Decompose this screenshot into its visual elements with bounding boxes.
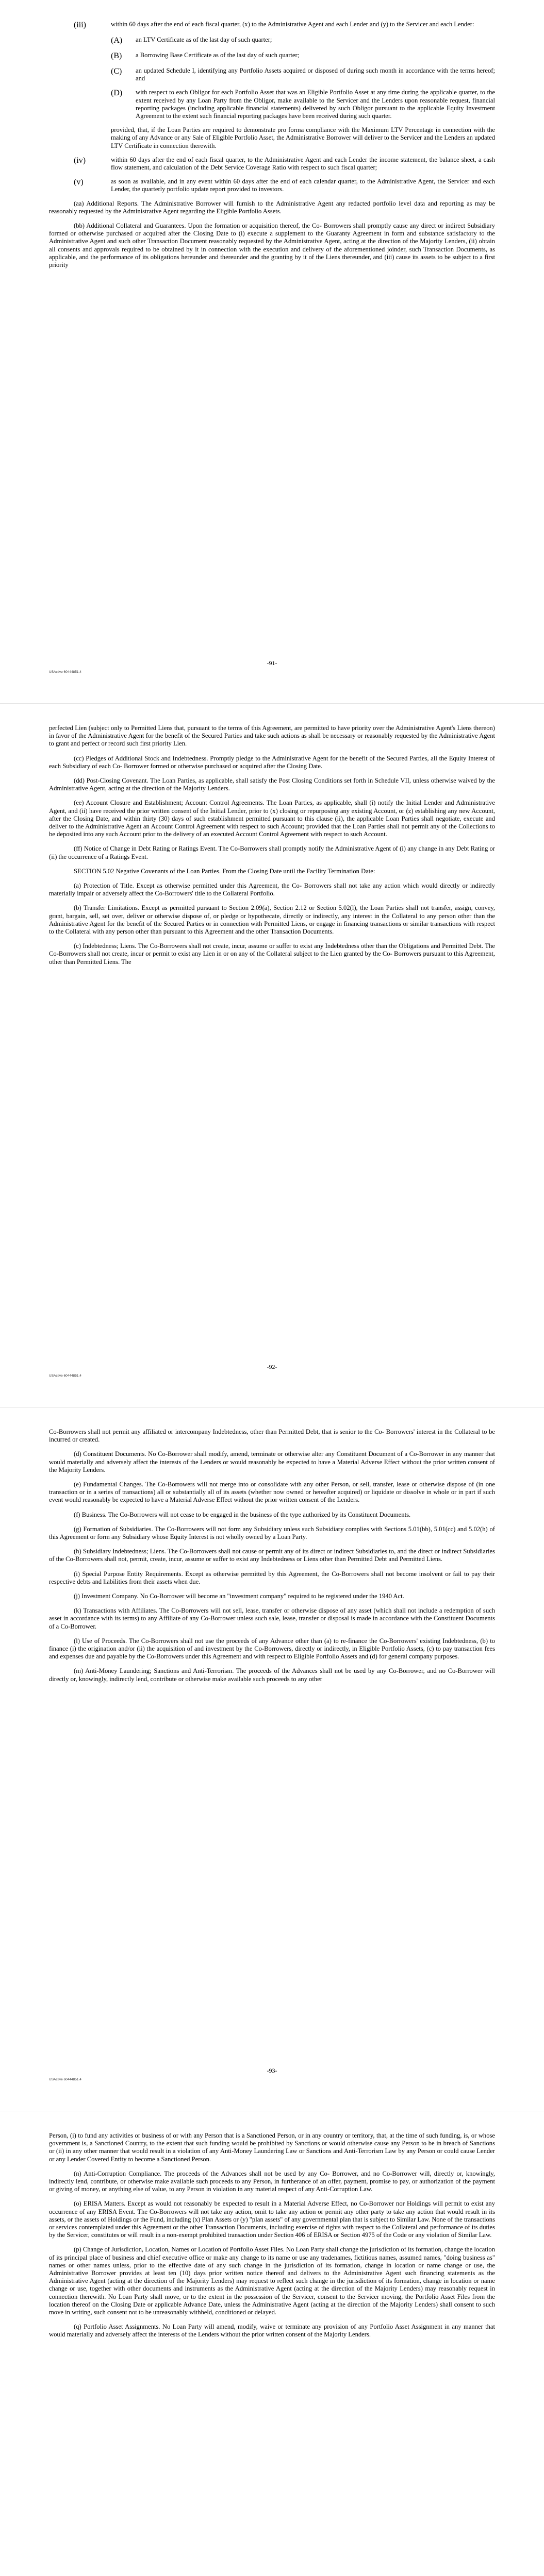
paragraph: (ee) Account Closure and Establishment; Account Control Agreements. The Loan Parties, as applicable, shall (i) notify the Initial Lender and Administrative Agent, and (ii) have received the prior written consent of the Initial Lender, prior to (x) closing or repurposing any existing Account, or (z) establishing any new Account, after the Closing Date, and within thirty (30) days of such establishment permitted pursuant to this clause (ii), the applicable Loan Parties shall negotiate, execute and deliver to the Administrative Agent an Account Control Agreement with respect to such Account; provided that the Loan Parties shall not permit any of the Collections to be deposited into any such Account prior to the delivery of an executed Account Control Agreement with respect to such Account. [49, 799, 495, 838]
page-4 [0, 2111, 544, 2576]
item-text: an LTV Certificate as of the last day of such quarter; [136, 36, 272, 43]
document-id: USActive 60444851.4 [49, 670, 81, 674]
item-label: (B) [111, 52, 122, 60]
paragraph: perfected Lien (subject only to Permitted Liens that, pursuant to the terms of this Agreement, are permitted to have priority over the Administrative Agent's Liens thereon) in favor of the Administrative Agent for the benefit of the Secured Parties and take such actions as shall be necessary or reasonably requested by the Administrative Agent to grant and perfect or record such first priority Lien. [49, 724, 495, 748]
document-id: USActive 60444851.4 [49, 2078, 81, 2081]
paragraph: (bb) Additional Collateral and Guarantees. Upon the formation or acquisition thereof, the Co- Borrowers shall promptly cause any direct or indirect Subsidiary formed or otherwise purchased or acquired after the Closing Date to (i) execute a supplement to the Guaranty Agreement in form and substance satisfactory to the Administrative Agent and such other Transaction Document reasonably requested by the Administrative Agent, acting at the direction of the Majority Lenders, (ii) obtain all consents and approvals required to be obtained by it in connection with the execution and delivery of the aforementioned joinder, such Transaction Documents, as applicable, and the performance of its obligations hereunder and thereunder and the granting by it of the Liens thereunder, and (iii) cause its assets to be subject to a first priority [49, 222, 495, 269]
paragraph: (e) Fundamental Changes. The Co-Borrowers will not merge into or consolidate with any other Person, or sell, transfer, lease or otherwise dispose of (in one transaction or in a series of transactions) all or substantially all of its assets (whether now owned or hereafter acquired) or liquidate or dissolve in whole or in part if such event would reasonably be expected to have a Material Adverse Effect without the prior written consent of the Lenders. [49, 1481, 495, 1504]
item-text: a Borrowing Base Certificate as of the last day of such quarter; [136, 52, 300, 59]
paragraph: (k) Transactions with Affiliates. The Co-Borrowers will not sell, lease, transfer or otherwise dispose of any asset (which shall not include a redemption of such asset in accordance with its terms) to any Affiliate of any Co-Borrower unless such sale, lease, transfer or disposal is made in accordance with the Constituent Documents of a Co-Borrower. [49, 1607, 495, 1630]
paragraph: (g) Formation of Subsidiaries. The Co-Borrowers will not form any Subsidiary unless such Subsidiary complies with Sections 5.01(bb), 5.01(cc) and 5.02(h) of this Agreement or form any Subsidiary whose Equity Interest is not wholly owned by a Loan Party. [49, 1525, 495, 1541]
paragraph: (aa) Additional Reports. The Administrative Borrower will furnish to the Administrative Agent any redacted portfolio level data and reporting as may be reasonably requested by the Administrative Agent regarding the Eligible Portfolio Assets. [49, 199, 495, 215]
list-item [111, 67, 495, 82]
paragraph: (b) Transfer Limitations. Except as permitted pursuant to Section 2.09(a), Section 2.12 or Section 5.02(l), the Loan Parties shall not transfer, assign, convey, grant, bargain, sell, set over, deliver or otherwise dispose of, or pledge or hypothecate, directly or indirectly, any interest in the Collateral to any person other than the Administrative Agent for the benefit of the Secured Parties or in connection with Permitted Liens, or engage in financing transactions or similar transactions with respect to the Collateral with any person other than pursuant to this Agreement and the other Transaction Documents. [49, 904, 495, 936]
paragraph: (a) Protection of Title. Except as otherwise permitted under this Agreement, the Co- Borrowers shall not take any action which would directly or indirectly materially impair or adversely affect the Co-Borrowers' title to the Collateral Portfolio. [49, 882, 495, 897]
item-text: as soon as available, and in any event within 60 days after the end of each calendar quarter, to the Administrative Agent, the Servicer and each Lender, the quarterly portfolio update report provided to investors. [111, 178, 495, 193]
paragraph: (d) Constituent Documents. No Co-Borrower shall modify, amend, terminate or otherwise alter any Constituent Document of a Co-Borrower in any manner that would materially and adversely affect the interests of the Lenders or would reasonably be expected to have a Material Adverse Effect without the prior written consent of the Majority Lenders. [49, 1450, 495, 1473]
page-1-footer [49, 659, 495, 674]
list-item [74, 178, 495, 193]
page-3-footer [49, 2067, 495, 2081]
page-number: -92- [267, 1363, 277, 1370]
page-2 [0, 704, 544, 1407]
item-label: (A) [111, 36, 123, 45]
paragraph: (l) Use of Proceeds. The Co-Borrowers shall not use the proceeds of any Advance other than (a) to re-finance the Co-Borrowers' existing Indebtedness, (b) to finance (i) the origination and/or (ii) the acquisition of and investment by the Co-Borrowers, directly or indirectly, in Eligible Portfolio Assets, (c) to pay transaction fees and expenses due and payable by the Co-Borrowers under this Agreement and with respect to Eligible Portfolio Assets and (d) for general company purposes. [49, 1637, 495, 1660]
list-item [74, 21, 495, 30]
list-item [111, 36, 495, 45]
paragraph: (p) Change of Jurisdiction, Location, Names or Location of Portfolio Asset Files. No Loan Party shall change the jurisdiction of its formation, change the location of its principal place of business and chief executive office or make any change to its name or use any tradenames, fictitious names, assumed names, "doing business as" names or other names unless, prior to the effective date of any such change in the jurisdiction of its formation, change in location or name change or use, the Administrative Borrower provides at least ten (10) days prior written notice thereof and delivers to the Administrative Agent such financing statements as the Administrative Agent (acting at the direction of the Majority Lenders) may request to reflect such change in the jurisdiction of its formation, change in location or name change or use, together with other documents and instruments as the Administrative Agent (acting at the direction of the Majority Lenders) may reasonably request in connection therewith. No Loan Party shall move, or to the extent in the possession of the Servicer, consent to the Servicer moving, the Portfolio Asset Files from the location thereof on the Closing Date or applicable Advance Date, unless the Administrative Agent (acting at the direction of the Majority Lenders) shall consent to such move in writing, such consent not to be unreasonably withheld, conditioned or delayed. [49, 2246, 495, 2316]
item-label: (C) [111, 67, 122, 76]
item-label: (iii) [74, 21, 86, 29]
page-2-footer [49, 1363, 495, 1378]
list-item [74, 156, 495, 172]
paragraph: (i) Special Purpose Entity Requirements. Except as otherwise permitted by this Agreement, the Co-Borrowers shall not become insolvent or fail to pay their respective debts and liabilities from their assets when due. [49, 1570, 495, 1585]
paragraph: (j) Investment Company. No Co-Borrower will become an "investment company" required to be registered under the 1940 Act. [74, 1592, 404, 1600]
paragraph: SECTION 5.02 Negative Covenants of the Loan Parties. From the Closing Date until the Facility Termination Date: [74, 867, 375, 875]
paragraph: (c) Indebtedness; Liens. The Co-Borrowers shall not create, incur, assume or suffer to exist any Indebtedness other than the Obligations and Permitted Debt. The Co-Borrowers shall not create, incur or permit to exist any Lien in or on any of the Collateral subject to the Lien granted by the Co- Borrowers pursuant to this Agreement, other than Permitted Liens. The [49, 942, 495, 965]
page-4-body [49, 2132, 495, 2346]
item-label: (D) [111, 89, 123, 98]
paragraph: (cc) Pledges of Additional Stock and Indebtedness. Promptly pledge to the Administrative Agent for the benefit of the Secured Parties, all the Equity Interest of each Subsidiary of each Co- Borrower formed or otherwise purchased or acquired after the Closing Date. [49, 754, 495, 770]
paragraph: (q) Portfolio Asset Assignments. No Loan Party will amend, modify, waive or terminate any provision of any Portfolio Asset Assignment in any manner that would materially and adversely affect the interests of the Lenders without the prior written consent of the Majority Lenders. [49, 2323, 495, 2338]
page-1 [0, 0, 544, 703]
paragraph: (m) Anti-Money Laundering; Sanctions and Anti-Terrorism. The proceeds of the Advances shall not be used by any Co-Borrower, and no Co-Borrower will directly or, knowingly, indirectly lend, contribute or otherwise make available such proceeds to any other [49, 1667, 495, 1683]
list-item [111, 52, 495, 61]
paragraph: Co-Borrowers shall not permit any affiliated or intercompany Indebtedness, other than Permitted Debt, that is senior to the Co- Borrowers' interest in the Collateral to be incurred or created. [49, 1428, 495, 1444]
item-text: an updated Schedule I, identifying any Portfolio Assets acquired or disposed of during such month in accordance with the terms hereof; and [136, 67, 495, 82]
item-label: (v) [74, 178, 84, 187]
item-text: within 60 days after the end of each fiscal quarter, (x) to the Administrative Agent and each Lender and (y) to the Servicer and each Lender: [111, 21, 474, 28]
paragraph: (f) Business. The Co-Borrowers will not cease to be engaged in the business of the type authorized by its Constituent Documents. [74, 1511, 411, 1518]
paragraph: Person, (i) to fund any activities or business of or with any Person that is a Sanctioned Person, or in any country or territory, that, at the time of such funding, is, or whose government is, a Sanctioned Country, to the extent that such funding would be prohibited by Sanctions or would otherwise cause any Person to be in breach of Sanctions or (ii) in any other manner that would result in a violation of any Anti-Money Laundering Law or Sanctions and Anti-Terrorism Law by any Person or could cause Lender or any Lender Covered Entity to become a Sanctioned Person. [49, 2132, 495, 2163]
page-1-body [49, 21, 495, 276]
paragraph: (dd) Post-Closing Covenant. The Loan Parties, as applicable, shall satisfy the Post Closing Conditions set forth in Schedule VII, unless otherwise waived by the Administrative Agent, acting at the direction of the Majority Lenders. [49, 777, 495, 792]
item-text: within 60 days after the end of each fiscal quarter, to the Administrative Agent and each Lender the income statement, the balance sheet, a cash flow statement, and calculation of the Debt Service Coverage Ratio with respect to such fiscal quarter; [111, 156, 495, 172]
page-3 [0, 1408, 544, 2111]
page-3-body [49, 1428, 495, 1690]
paragraph: (ff) Notice of Change in Debt Rating or Ratings Event. The Co-Borrowers shall promptly notify the Administrative Agent of (i) any change in any Debt Rating or (ii) the occurrence of a Ratings Event. [49, 845, 495, 860]
paragraph: provided, that, if the Loan Parties are required to demonstrate pro forma compliance with the Maximum LTV Percentage in connection with the making of any Advance or any Sale of Eligible Portfolio Asset, the Administrative Borrower will deliver to the Servicer and the Lenders an updated LTV Certificate in connection therewith. [111, 126, 495, 149]
paragraph: (n) Anti-Corruption Compliance. The proceeds of the Advances shall not be used by any Co- Borrower, and no Co-Borrower will, directly or, knowingly, indirectly lend, contribute, or otherwise make available such proceeds to any Person, in furtherance of an offer, payment, promise to pay, or authorization of the payment or giving of money, or anything else of value, to any Person in violation in any material respect of any Anti-Corruption Law. [49, 2170, 495, 2193]
item-label: (iv) [74, 156, 86, 165]
page-number: -93- [267, 2067, 277, 2074]
page-number: -91- [267, 659, 277, 667]
item-text: with respect to each Obligor for each Portfolio Asset that was an Eligible Portfolio Asset at any time during the applicable quarter, to the extent received by any Loan Party from the Obligor, make available to the Servicer and the Lenders upon reasonable request, financial reporting packages (including applicable financial statements) delivered by such Obligor pursuant to the applicable Equity Investment Agreement to the extent such financial reporting packages have been received during such quarter. [136, 89, 495, 120]
paragraph: (h) Subsidiary Indebtedness; Liens. The Co-Borrowers shall not cause or permit any of its direct or indirect Subsidiaries to, and the direct or indirect Subsidiaries of the Co-Borrowers shall not, permit, create, incur, assume or suffer to exist any Indebtedness or Liens other than Permitted Debt and Permitted Liens. [49, 1548, 495, 1563]
page-2-body [49, 724, 495, 973]
document-id: USActive 60444851.4 [49, 1374, 81, 1378]
paragraph: (o) ERISA Matters. Except as would not reasonably be expected to result in a Material Adverse Effect, no Co-Borrower nor Holdings will permit to exist any occurrence of any ERISA Event. The Co-Borrowers will not take any action, omit to take any action or permit any other party to take any action that would result in its assets, or the assets of Holdings or the Fund, including (x) Plan Assets or (y) "plan assets" of any governmental plan that is subject to Similar Law. None of the transactions or services contemplated under this Agreement or the other Transaction Documents, including exercise of rights with respect to the Collateral and performance of its duties by the Servicer, constitutes or will result in a non-exempt prohibited transaction under Section 406 of ERISA or Section 4975 of the Code or any violation of Similar Law. [49, 2200, 495, 2239]
list-item [111, 89, 495, 120]
